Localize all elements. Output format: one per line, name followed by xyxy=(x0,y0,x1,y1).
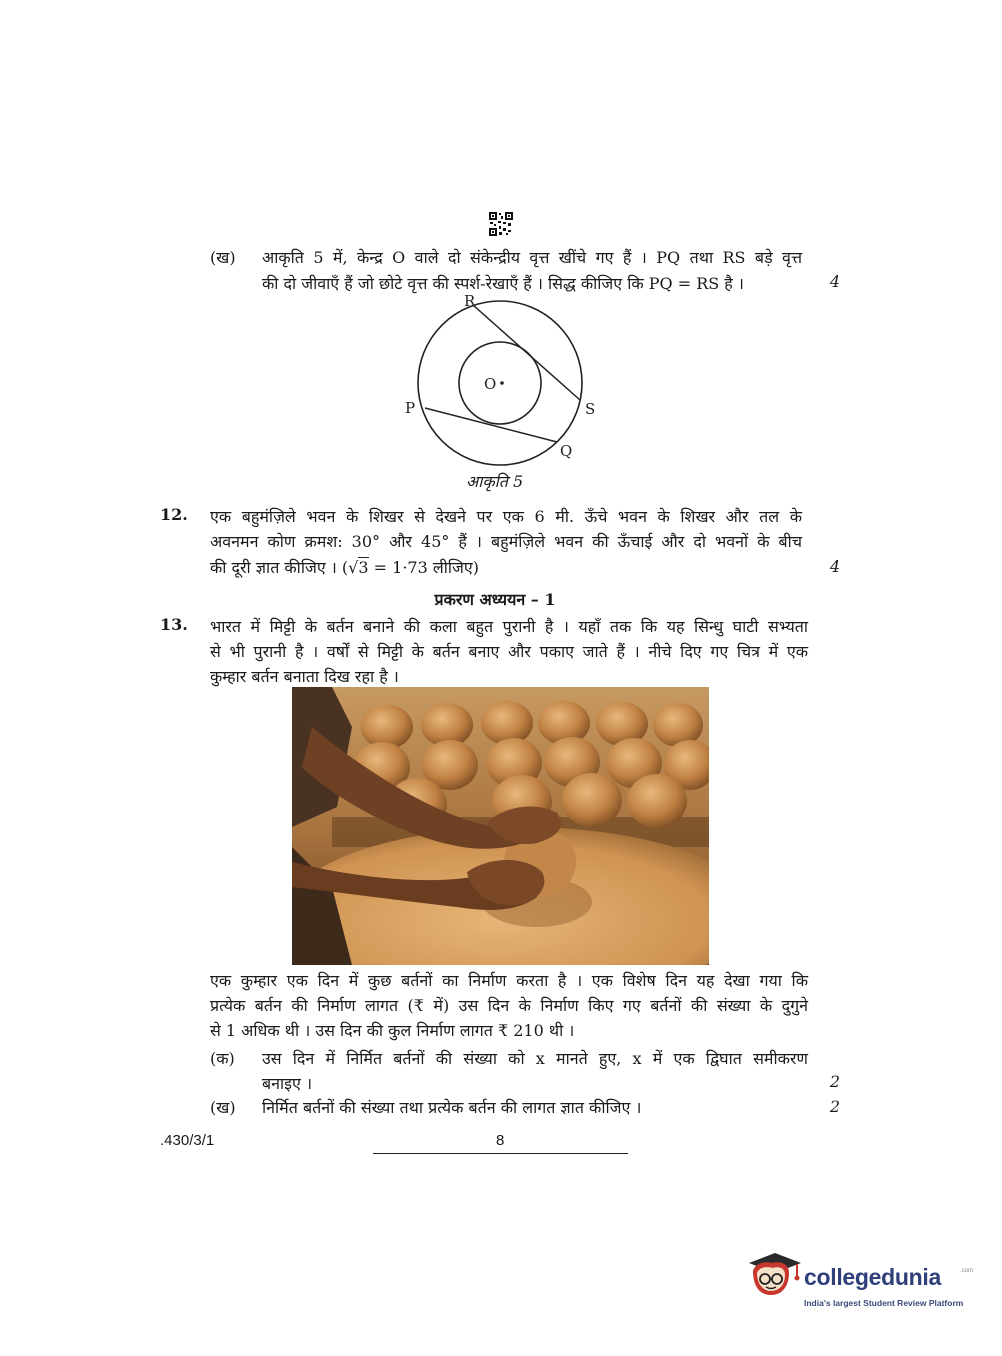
q13a-marks: 2 xyxy=(829,1072,840,1091)
label-s: S xyxy=(585,400,596,418)
sqrt-sign: √ xyxy=(348,558,359,577)
q11b-marks: 4 xyxy=(829,272,840,291)
q13-intro-line3: कुम्हार बर्तन बनाता दिख रहा है । xyxy=(210,667,399,686)
q12-marks: 4 xyxy=(829,557,840,576)
q12-line3 xyxy=(210,555,479,580)
footer-rule xyxy=(373,1153,628,1154)
q13-intro-line1: भारत में मिट्टी के बर्तन बनाने की कला बहुत पुरानी है । यहाँ तक कि यह सिन्धु घाटी सभ्यता xyxy=(210,617,808,636)
q13-body-line3: से 1 अधिक थी । उस दिन की कुल निर्माण लागत ₹ 210 थी । xyxy=(210,1021,575,1040)
q12-line1: एक बहुमंज़िले भवन के शिखर से देखने पर एक 6 मी. ऊँचे भवन के शिखर और तल के xyxy=(210,507,802,526)
q11b-line1: आकृति 5 में, केन्द्र O वाले दो संकेन्द्रीय वृत्त खींचे गए हैं । PQ तथा RS बड़े वृत्त xyxy=(262,248,802,267)
brand-tagline: India's largest Student Review Platform xyxy=(804,1298,964,1308)
q13-number: 13. xyxy=(160,615,188,634)
brand-com: .com xyxy=(960,1268,974,1274)
figure-5-caption: आकृति 5 xyxy=(466,472,524,491)
case-study-title: प्रकरण अध्ययन – 1 xyxy=(434,590,556,609)
q12-line3-prefix: की दूरी ज्ञात कीजिए । ( xyxy=(210,558,349,577)
q12-line3-suffix: = 1·73 लीजिए) xyxy=(368,558,479,577)
q13a-label: (क) xyxy=(210,1049,235,1068)
q13-body-line1: एक कुम्हार एक दिन में कुछ बर्तनों का निर्माण करता है । एक विशेष दिन यह देखा गया कि xyxy=(210,971,808,990)
q12-number: 12. xyxy=(160,505,188,524)
potter-photo xyxy=(292,687,709,965)
q13-intro-line2: से भी पुरानी है । वर्षों से मिट्टी के बर्तन बनाए और पकाए जाते हैं । नीचे दिए गए चित्र में एक xyxy=(210,642,808,661)
q13a-line2: बनाइए । xyxy=(262,1074,313,1093)
label-p: P xyxy=(405,399,416,417)
brand-name: collegedunia xyxy=(804,1264,941,1290)
collegedunia-mascot-logo xyxy=(745,1253,803,1305)
q13-body-line2: प्रत्येक बर्तन की निर्माण लागत (₹ में) उस दिन के निर्माण किए गए बर्तनों की संख्या के दुगुने xyxy=(210,996,808,1015)
label-r: R xyxy=(464,292,476,310)
q11b-label: (ख) xyxy=(210,248,236,267)
label-o: O xyxy=(484,375,497,393)
figure-5-diagram xyxy=(395,288,615,468)
label-q: Q xyxy=(560,442,573,460)
q13a-line1: उस दिन में निर्मित बर्तनों की संख्या को x मानते हुए, x में एक द्विघात समीकरण xyxy=(262,1049,808,1068)
q12-line2: अवनमन कोण क्रमश: 30° और 45° हैं । बहुमंज़िले भवन की ऊँचाई और दो भवनों के बीच xyxy=(210,532,802,551)
page-number: 8 xyxy=(496,1132,505,1149)
q13b-text: निर्मित बर्तनों की संख्या तथा प्रत्येक बर्तन की लागत ज्ञात कीजिए । xyxy=(262,1098,642,1117)
q13b-label: (ख) xyxy=(210,1098,236,1117)
outer-circle xyxy=(418,301,582,465)
q11b-line2: की दो जीवाएँ हैं जो छोटे वृत्त की स्पर्श-रेखाएँ हैं । सिद्ध कीजिए कि PQ = RS है । xyxy=(262,274,744,293)
qr-code-icon xyxy=(489,212,513,236)
sqrt-radicand: 3 xyxy=(358,558,369,577)
chord-pq xyxy=(425,408,557,442)
paper-code: .430/3/1 xyxy=(160,1132,215,1149)
center-dot xyxy=(500,381,504,385)
q13b-marks: 2 xyxy=(829,1097,840,1116)
